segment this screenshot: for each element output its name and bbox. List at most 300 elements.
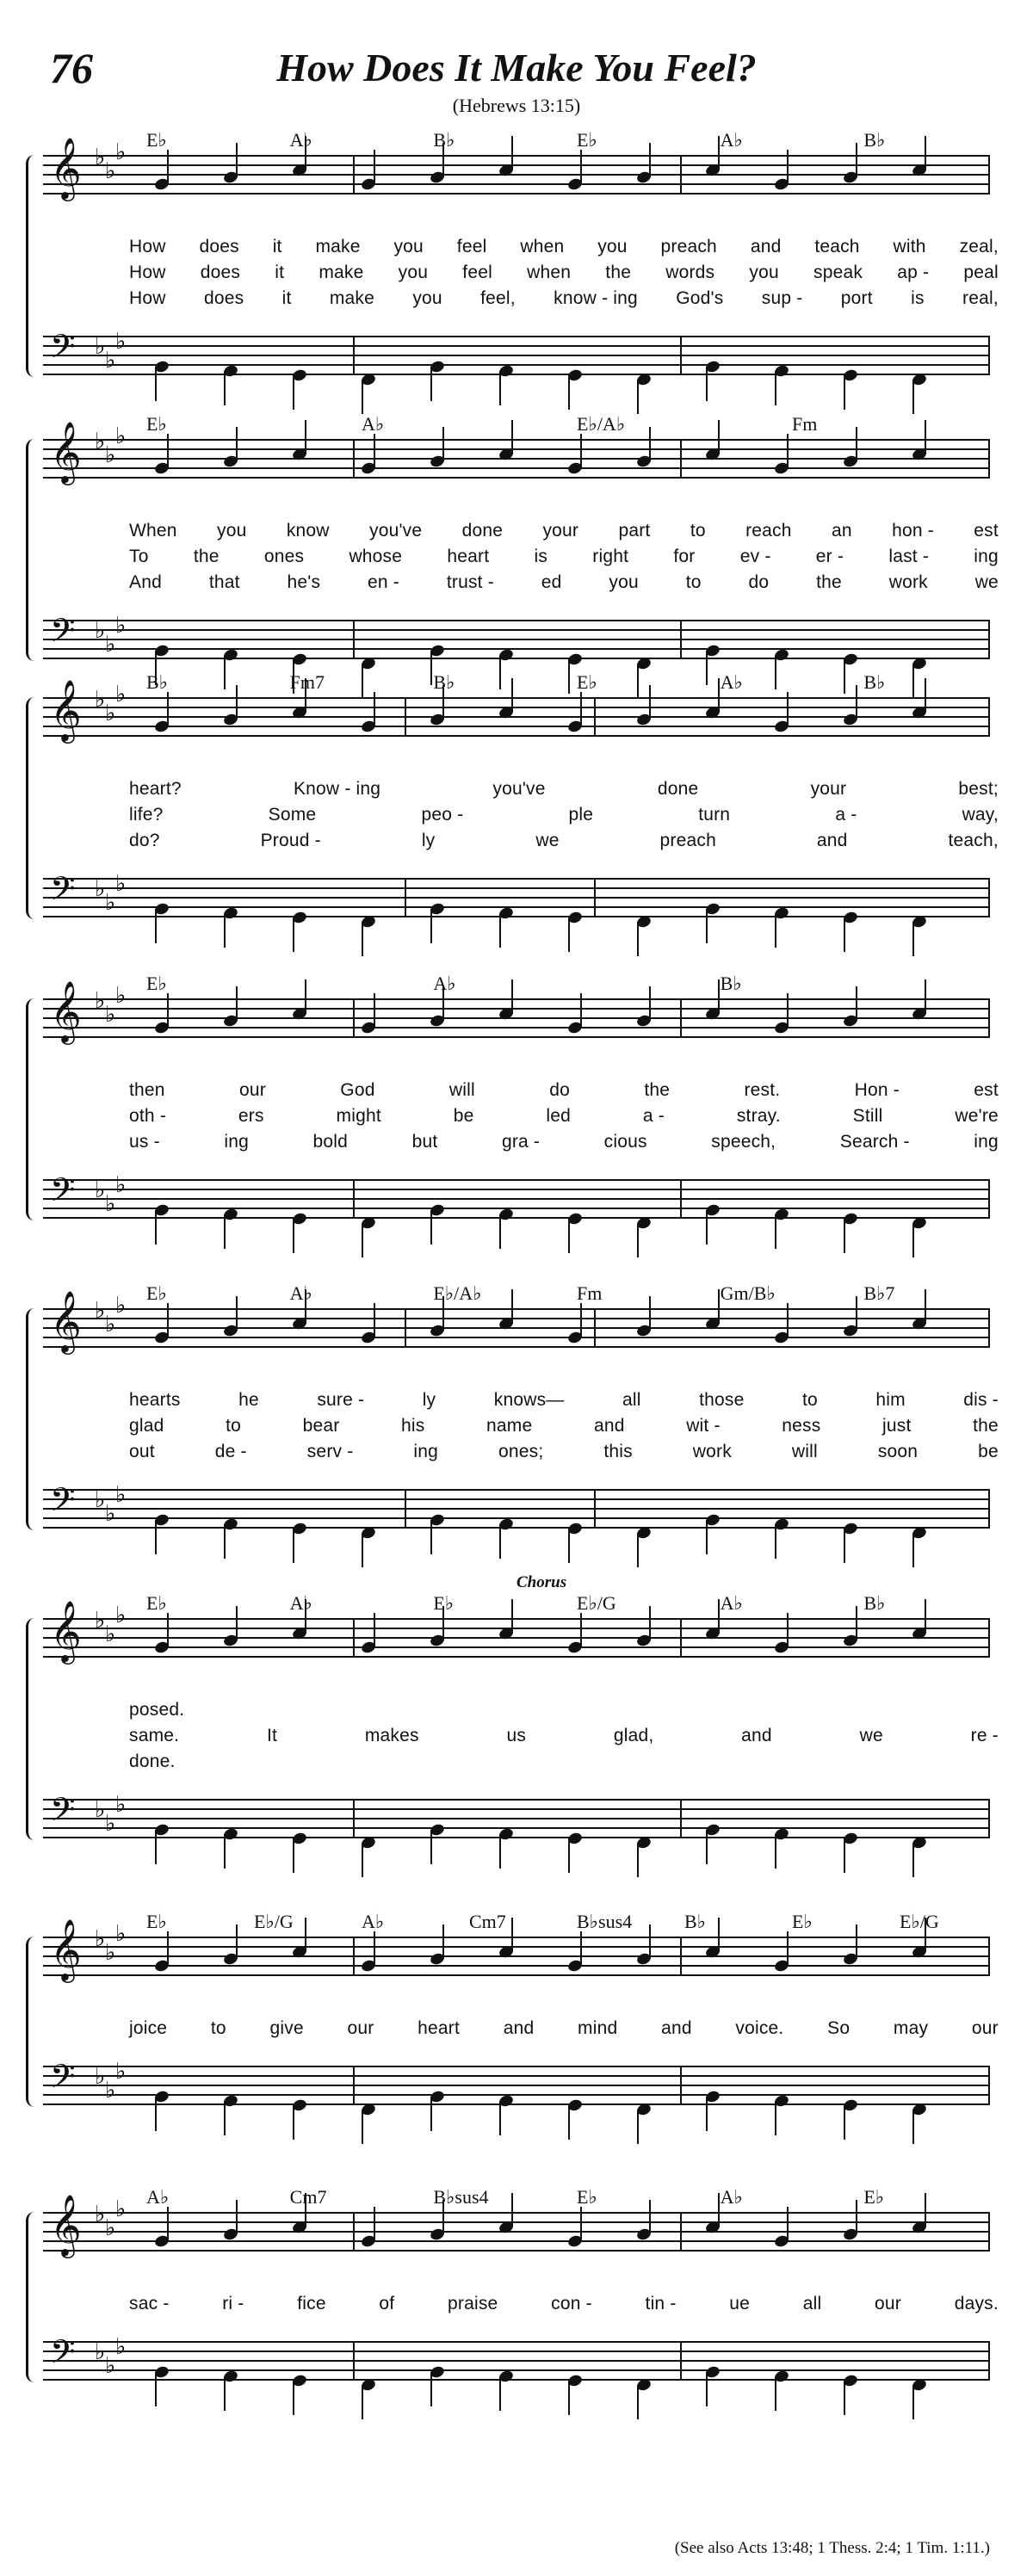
lyric-line: [129, 1751, 999, 1772]
bar-line: [353, 2066, 355, 2105]
note-stem: [856, 2200, 857, 2234]
note-stem: [706, 2097, 708, 2131]
bar-line: [680, 155, 682, 195]
note-stem: [499, 1524, 501, 1559]
lyric-syllable: heart: [447, 547, 490, 566]
bass-clef-icon: 𝄢: [50, 1790, 76, 1837]
bar-line: [988, 1937, 990, 1976]
lyric-syllable: does: [199, 237, 239, 256]
staff-brace: [26, 1937, 40, 2107]
note-stem: [775, 913, 776, 948]
treble-clef-icon: 𝄞: [50, 1289, 82, 1352]
chord-symbol: A♭: [289, 129, 312, 151]
lyric-syllable: may: [893, 2018, 929, 2038]
lyric-syllable: you: [393, 237, 424, 256]
staff-line: [43, 648, 990, 650]
staff-line: [43, 477, 990, 479]
staff-brace: [26, 155, 40, 377]
note-stem: [568, 375, 570, 410]
staff-line: [43, 2250, 990, 2252]
treble-clef-icon: 𝄞: [50, 1599, 82, 1662]
note-stem: [925, 1289, 926, 1324]
bar-line: [594, 1489, 596, 1529]
bar-line: [988, 878, 990, 917]
note-stem: [912, 1533, 914, 1567]
flat-icon: ♭: [105, 2215, 116, 2241]
staff-brace: [26, 2212, 40, 2382]
lyric-syllable: ones: [263, 547, 305, 566]
lyric-syllable: con -: [551, 2294, 592, 2313]
bar-line: [594, 697, 596, 737]
bar-line: [680, 439, 682, 479]
note-stem: [293, 1219, 294, 1253]
note-stem: [912, 2385, 914, 2419]
lyric-syllable: ing: [224, 1132, 249, 1152]
lyric-syllable: peo -: [421, 805, 464, 825]
staff-line: [43, 2212, 990, 2214]
lyric-syllable: it: [275, 263, 285, 282]
bass-staff: [43, 327, 990, 377]
lyric-syllable: when: [527, 263, 572, 282]
lyric-line: [129, 1132, 999, 1152]
lyric-syllable: serv -: [306, 1442, 354, 1461]
lyric-syllable: joice: [129, 2018, 168, 2038]
lyric-line: [129, 237, 999, 257]
chord-symbol: E♭/A♭: [577, 413, 626, 435]
staff-line: [43, 355, 990, 356]
treble-clef-icon: 𝄞: [50, 2193, 82, 2256]
lyric-syllable: he's: [287, 572, 321, 592]
note-stem: [580, 1303, 582, 1337]
note-stem: [856, 1924, 857, 1959]
note-stem: [155, 1520, 157, 1554]
flat-icon: ♭: [105, 158, 116, 184]
lyric-syllable: the: [816, 572, 842, 592]
note-stem: [167, 2207, 169, 2241]
lyric-syllable: Some: [268, 805, 317, 825]
note-stem: [580, 1613, 582, 1647]
note-stem: [856, 986, 857, 1021]
lyric-syllable: dis -: [963, 1390, 999, 1410]
bar-line: [988, 155, 990, 195]
bar-line: [353, 2341, 355, 2381]
flat-icon: ♭: [95, 618, 106, 644]
note-stem: [362, 2110, 363, 2144]
staff-line: [43, 336, 990, 337]
lyric-syllable: and: [661, 2018, 692, 2038]
chord-symbol: A♭: [720, 671, 743, 693]
note-stem: [305, 979, 306, 1014]
lyric-syllable: en -: [368, 572, 399, 592]
note-stem: [912, 380, 914, 414]
note-stem: [787, 692, 789, 726]
note-stem: [224, 2376, 226, 2411]
lyric-syllable: feel,: [480, 288, 516, 308]
bar-line: [680, 620, 682, 659]
note-stem: [236, 143, 238, 177]
note-stem: [775, 2376, 776, 2411]
chord-symbol: E♭/G: [577, 1592, 616, 1614]
chord-symbol: E♭: [146, 1592, 167, 1614]
staff-line: [43, 448, 990, 450]
chord-symbol: A♭: [146, 2186, 170, 2208]
bass-clef-icon: 𝄢: [50, 611, 76, 658]
bar-line: [680, 998, 682, 1038]
note-stem: [787, 150, 789, 184]
staff-line: [43, 1308, 990, 1310]
note-stem: [649, 1924, 651, 1959]
staff-line: [43, 1027, 990, 1029]
note-stem: [844, 1529, 845, 1563]
lyric-syllable: part: [618, 521, 651, 541]
bar-line: [353, 620, 355, 659]
flat-icon: ♭: [95, 2339, 106, 2365]
note-stem: [236, 685, 238, 720]
note-stem: [499, 2101, 501, 2135]
lyric-syllable: it: [281, 288, 292, 308]
note-stem: [362, 2385, 363, 2419]
note-stem: [430, 2372, 432, 2406]
treble-clef-icon: 𝄞: [50, 420, 82, 483]
chord-symbol: B♭: [720, 973, 742, 994]
note-stem: [362, 1843, 363, 1877]
lyric-syllable: do: [748, 572, 770, 592]
note-stem: [775, 371, 776, 405]
lyric-syllable: last -: [888, 547, 930, 566]
note-stem: [637, 2110, 639, 2144]
chord-symbol: Fm7: [289, 671, 325, 693]
chord-symbol: E♭/G: [254, 1911, 294, 1932]
note-stem: [580, 434, 582, 468]
lyric-syllable: tin -: [645, 2294, 677, 2313]
note-stem: [844, 659, 845, 694]
note-stem: [637, 1223, 639, 1257]
lyric-line: [129, 263, 999, 283]
staff-brace: [26, 998, 40, 1220]
staff-line: [43, 1198, 990, 1200]
lyric-syllable: bold: [312, 1132, 349, 1152]
note-stem: [155, 2372, 157, 2406]
staff-line: [43, 878, 990, 880]
staff-line: [43, 2094, 990, 2096]
bass-clef-icon: 𝄢: [50, 1171, 76, 1217]
chord-symbol: Fm: [792, 413, 818, 435]
chord-symbol: E♭: [146, 973, 167, 994]
lyric-syllable: cious: [603, 1132, 647, 1152]
note-stem: [442, 427, 444, 461]
note-stem: [224, 913, 226, 948]
lyric-syllable: feel: [462, 263, 492, 282]
staff-brace: [26, 1618, 40, 1840]
note-stem: [499, 1214, 501, 1249]
note-stem: [224, 371, 226, 405]
lyric-syllable: real,: [962, 288, 999, 308]
staff-line: [43, 707, 990, 708]
chorus-label: Chorus: [516, 1573, 567, 1591]
lyric-syllable: and: [741, 1726, 772, 1745]
flat-icon: ♭: [95, 1608, 106, 1634]
lyric-line: [129, 1080, 999, 1101]
staff-line: [43, 467, 990, 469]
lyric-syllable: de -: [214, 1442, 247, 1461]
note-stem: [912, 922, 914, 956]
lyric-syllable: our: [239, 1080, 266, 1100]
flat-icon: ♭: [105, 1501, 116, 1527]
footer-reference: (See also Acts 13:48; 1 Thess. 2:4; 1 Tim. 1:11.): [674, 2539, 990, 2557]
lyric-syllable: to: [210, 2018, 226, 2038]
bar-line: [353, 1799, 355, 1838]
bass-staff: [43, 1790, 990, 1840]
lyric-syllable: know: [286, 521, 330, 541]
note-stem: [706, 909, 708, 943]
lyric-syllable: How: [129, 237, 166, 256]
chord-symbol: E♭/G: [900, 1911, 939, 1932]
staff-line: [43, 1346, 990, 1348]
lyric-syllable: this: [603, 1442, 633, 1461]
staff-line: [43, 887, 990, 889]
lyric-syllable: does: [203, 288, 244, 308]
note-stem: [775, 655, 776, 689]
lyric-syllable: to: [801, 1390, 818, 1410]
flat-icon: ♭: [105, 2078, 116, 2103]
lyric-syllable: zeal,: [959, 237, 999, 256]
lyric-syllable: us: [506, 1726, 527, 1745]
lyric-syllable: words: [665, 263, 715, 282]
bar-line: [680, 2212, 682, 2252]
note-stem: [293, 2381, 294, 2415]
note-stem: [637, 2385, 639, 2419]
flat-icon: ♭: [95, 2064, 106, 2090]
note-stem: [637, 1843, 639, 1877]
bar-line: [353, 1618, 355, 1658]
lyric-syllable: our: [971, 2018, 999, 2038]
note-stem: [637, 922, 639, 956]
note-stem: [649, 685, 651, 720]
lyric-syllable: bear: [302, 1416, 340, 1436]
lyric-syllable: sac -: [129, 2294, 170, 2313]
note-stem: [568, 1219, 570, 1253]
bar-line: [405, 697, 406, 737]
note-stem: [374, 1613, 375, 1647]
staff-line: [43, 1208, 990, 1209]
note-stem: [224, 655, 226, 689]
lyric-syllable: To: [129, 547, 149, 566]
note-stem: [706, 651, 708, 685]
flat-icon: ♭: [95, 1177, 106, 1203]
lyric-syllable: be: [978, 1442, 999, 1461]
lyric-syllable: will: [448, 1080, 475, 1100]
bar-line: [353, 155, 355, 195]
lyric-syllable: Know - ing: [293, 779, 381, 799]
chord-symbol: B♭sus4: [577, 1911, 633, 1932]
note-stem: [511, 678, 513, 713]
note-stem: [374, 434, 375, 468]
lyric-syllable: ue: [729, 2294, 751, 2313]
bass-clef-icon: 𝄢: [50, 2057, 76, 2103]
note-stem: [568, 1838, 570, 1873]
lyric-syllable: the: [973, 1416, 999, 1436]
lyric-syllable: stray.: [736, 1106, 781, 1126]
chord-symbol: E♭: [577, 129, 597, 151]
flat-icon: ♭: [115, 682, 127, 707]
lyric-syllable: glad: [129, 1416, 164, 1436]
lyric-syllable: soon: [877, 1442, 919, 1461]
note-stem: [580, 1931, 582, 1966]
lyric-line: [129, 572, 999, 593]
lyric-syllable: you: [412, 288, 442, 308]
lyric-syllable: ers: [238, 1106, 264, 1126]
lyric-syllable: ly: [422, 1390, 436, 1410]
page-number: 76: [50, 44, 93, 92]
note-stem: [155, 2097, 157, 2131]
note-stem: [787, 1931, 789, 1966]
note-stem: [718, 420, 720, 454]
lyric-syllable: whose: [349, 547, 403, 566]
bar-line: [988, 2212, 990, 2252]
note-stem: [499, 2376, 501, 2411]
note-stem: [649, 1606, 651, 1640]
chord-symbol: Gm/B♭: [720, 1282, 776, 1304]
lyric-syllable: that: [208, 572, 240, 592]
lyric-syllable: ed: [541, 572, 562, 592]
note-stem: [568, 659, 570, 694]
note-stem: [167, 434, 169, 468]
lyric-syllable: Hon -: [854, 1080, 900, 1100]
note-stem: [844, 1838, 845, 1873]
note-stem: [511, 2193, 513, 2227]
note-stem: [775, 1834, 776, 1869]
staff-line: [43, 1628, 990, 1629]
lyric-syllable: fice: [297, 2294, 326, 2313]
bar-line: [680, 336, 682, 375]
staff-line: [43, 697, 990, 699]
lyric-syllable: speak: [813, 263, 863, 282]
note-stem: [856, 143, 857, 177]
note-stem: [649, 143, 651, 177]
lyric-syllable: ple: [568, 805, 594, 825]
lyric-syllable: is: [534, 547, 548, 566]
lyric-syllable: done.: [129, 1751, 176, 1771]
note-stem: [787, 1303, 789, 1337]
chord-symbol: A♭: [289, 1282, 312, 1304]
note-stem: [362, 664, 363, 698]
note-stem: [236, 427, 238, 461]
note-stem: [374, 1931, 375, 1966]
chord-symbol: B♭: [863, 1592, 886, 1614]
treble-clef-icon: 𝄞: [50, 979, 82, 1042]
chord-symbol: E♭: [146, 129, 167, 151]
lyric-syllable: and: [750, 237, 782, 256]
note-stem: [649, 427, 651, 461]
note-stem: [912, 2110, 914, 2144]
chord-symbol: B♭: [433, 129, 455, 151]
lyric-syllable: ap -: [897, 263, 930, 282]
lyric-syllable: we're: [955, 1106, 999, 1126]
flat-icon: ♭: [95, 1298, 106, 1324]
note-stem: [925, 136, 926, 170]
lyric-syllable: your: [810, 779, 847, 799]
note-stem: [224, 1834, 226, 1869]
flat-icon: ♭: [95, 334, 106, 360]
staff-line: [43, 1827, 990, 1829]
lyric-syllable: ing: [974, 1132, 999, 1152]
bar-line: [988, 1308, 990, 1348]
note-stem: [155, 1210, 157, 1245]
lyric-syllable: does: [200, 263, 241, 282]
lyric-syllable: is: [911, 288, 925, 308]
lyric-syllable: mind: [578, 2018, 618, 2038]
bass-clef-icon: 𝄢: [50, 1480, 76, 1527]
chord-symbol: B♭: [146, 671, 169, 693]
staff-brace: [26, 697, 40, 919]
chord-symbol: A♭: [720, 1592, 743, 1614]
lyric-syllable: way,: [962, 805, 999, 825]
treble-clef-icon: 𝄞: [50, 136, 82, 199]
staff-line: [43, 1179, 990, 1181]
lyric-syllable: voice.: [735, 2018, 784, 2038]
lyric-syllable: when: [520, 237, 565, 256]
note-stem: [706, 1830, 708, 1864]
note-stem: [305, 420, 306, 454]
lyric-syllable: then: [129, 1080, 165, 1100]
note-stem: [706, 2372, 708, 2406]
flat-icon: ♭: [95, 145, 106, 170]
lyric-syllable: trust -: [446, 572, 494, 592]
note-stem: [167, 1613, 169, 1647]
lyric-syllable: those: [699, 1390, 745, 1410]
flat-icon: ♭: [95, 876, 106, 902]
note-stem: [649, 1296, 651, 1331]
flat-icon: ♭: [95, 2202, 106, 2227]
lyric-syllable: it: [272, 237, 282, 256]
lyric-syllable: work: [888, 572, 928, 592]
staff-brace: [26, 439, 40, 661]
lyric-line: [129, 805, 999, 825]
lyric-line: [129, 521, 999, 541]
flat-icon: ♭: [105, 348, 116, 374]
note-stem: [925, 1599, 926, 1634]
lyric-syllable: and: [816, 831, 848, 850]
staff-line: [43, 2351, 990, 2352]
note-stem: [155, 1830, 157, 1864]
note-stem: [499, 655, 501, 689]
note-stem: [167, 1303, 169, 1337]
note-stem: [430, 1830, 432, 1864]
flat-icon: ♭: [115, 1293, 127, 1319]
note-stem: [637, 1533, 639, 1567]
note-stem: [856, 427, 857, 461]
flat-icon: ♭: [105, 1002, 116, 1028]
bar-line: [988, 1799, 990, 1838]
lyric-syllable: days.: [954, 2294, 999, 2313]
chord-symbol: B♭7: [863, 1282, 895, 1304]
note-stem: [499, 371, 501, 405]
lyric-syllable: same.: [129, 1726, 180, 1745]
lyric-syllable: out: [129, 1442, 155, 1461]
lyric-line: [129, 1106, 999, 1127]
staff-line: [43, 639, 990, 640]
page-title: How Does It Make You Feel?: [276, 46, 757, 90]
note-stem: [580, 993, 582, 1028]
note-stem: [430, 909, 432, 943]
note-stem: [511, 136, 513, 170]
bass-staff: [43, 1480, 990, 1530]
lyric-syllable: do: [549, 1080, 570, 1100]
lyric-syllable: turn: [698, 805, 731, 825]
bar-line: [988, 336, 990, 375]
note-stem: [775, 2101, 776, 2135]
staff-line: [43, 1974, 990, 1976]
